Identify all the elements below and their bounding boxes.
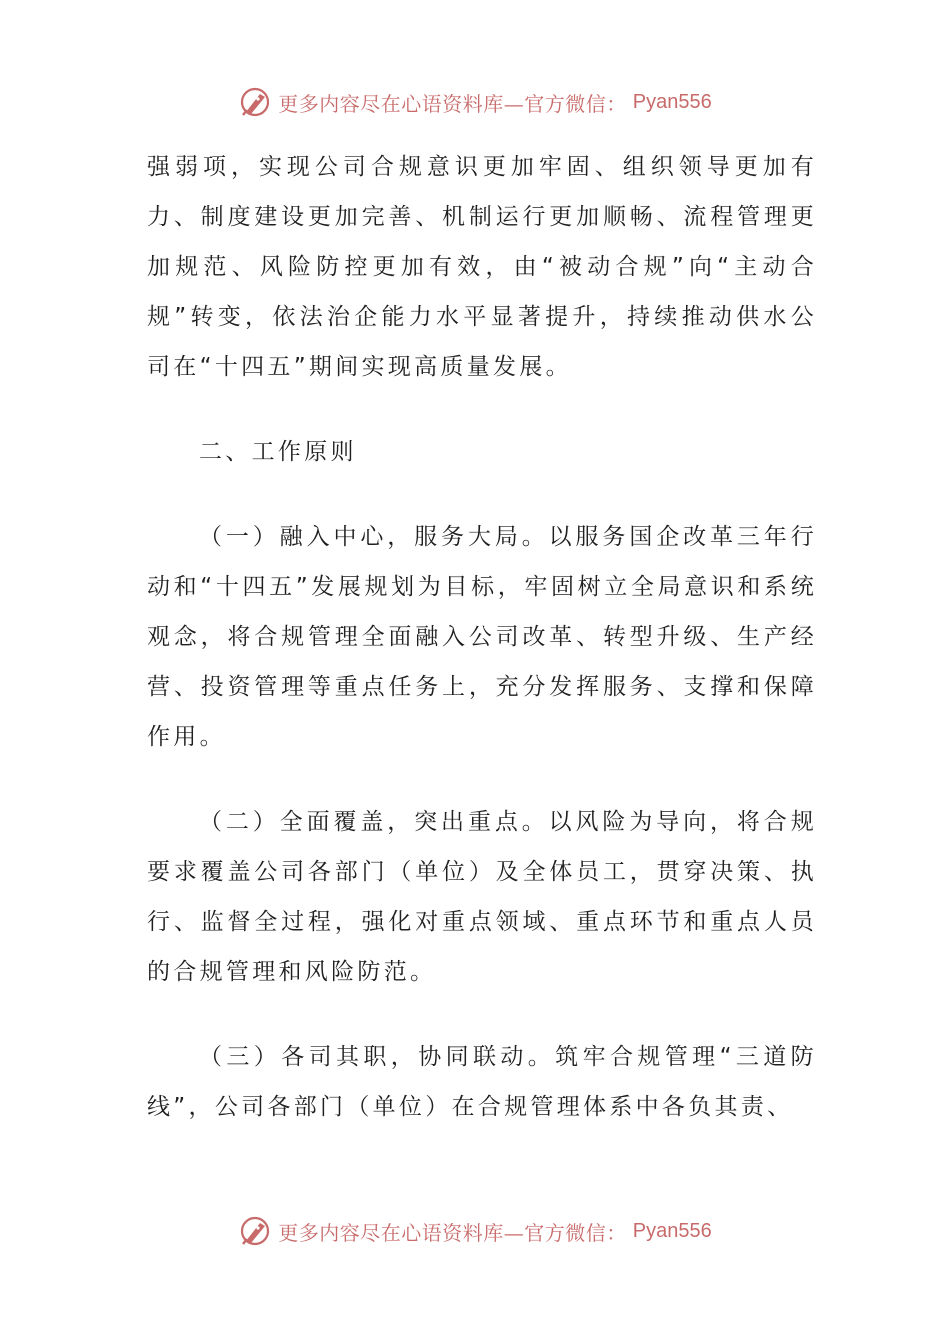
section-heading: 二、工作原则 [199,439,357,465]
document-body [147,142,817,1132]
watermark-text: 更多内容尽在心语资料库—官方微信： [278,91,627,116]
pen-nib-logo-icon [238,1214,272,1248]
header-watermark [0,80,950,124]
footer-watermark [0,1209,950,1253]
watermark-id: Pyan556 [632,90,712,113]
pen-nib-logo-icon [238,85,272,119]
paragraph-principle-1: （一）融入中心，服务大局。以服务国企改革三年行动和“十四五”发展规划为目标，牢固树立全局意识和系统观念，将合规管理全面融入公司改革、转型升级、生产经营、投资管理等重点任务上，充分发挥服务、支撑和保障作用。 [147,524,817,750]
watermark-text: 更多内容尽在心语资料库—官方微信： [278,1220,627,1245]
watermark-id: Pyan556 [632,1219,712,1242]
paragraph-1: 强弱项，实现公司合规意识更加牢固、组织领导更加有力、制度建设更加完善、机制运行更加顺畅、流程管理更加规范、风险防控更加有效，由“被动合规”向“主动合规”转变，依法治企能力水平显著提升，持续推动供水公司在“十四五”期间实现高质量发展。 [147,154,817,380]
paragraph-principle-3: （三）各司其职，协同联动。筑牢合规管理“三道防线”，公司各部门（单位）在合规管理体系中各负其责、 [147,1044,817,1120]
paragraph-principle-2: （二）全面覆盖，突出重点。以风险为导向，将合规要求覆盖公司各部门（单位）及全体员工，贯穿决策、执行、监督全过程，强化对重点领域、重点环节和重点人员的合规管理和风险防范。 [147,809,817,985]
